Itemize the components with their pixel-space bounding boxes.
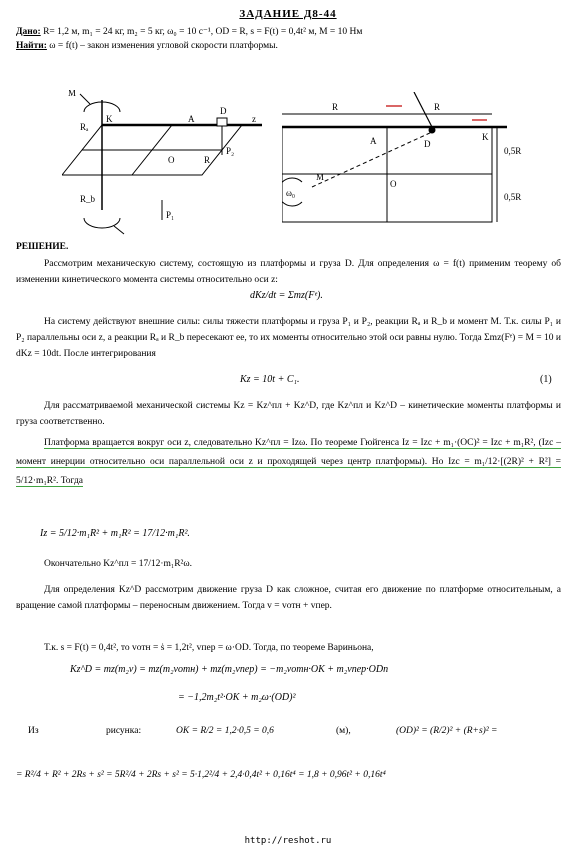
given-line [16, 26, 362, 37]
top-label-d: D [424, 139, 431, 149]
paragraph-1: Рассмотрим механическую систему, состоящую из платформы и груза D. Для определения ω = f(t) применим теорему об изменении кинетического момента системы относительно оси z: [16, 259, 561, 285]
find-text: ω = f(t) – закон изменения угловой скорости платформы. [49, 41, 278, 51]
find-line [16, 41, 278, 51]
p8-od: (OD)² = (R/2)² + (R+s)² = [396, 726, 498, 736]
fig-label-p2: P₂ [226, 146, 235, 156]
p8-ok: OK = R/2 = 1,2·0,5 = 0,6 [176, 726, 274, 736]
page-title: ЗАДАНИЕ Д8-44 [239, 8, 337, 20]
paragraph-4 [16, 434, 561, 491]
formula-4: Kz^D = mz(m₂v) = mz(m₂vотн) + mz(m₂vпер) = −m₂vотн·OK + m₂vпер·ODn [70, 664, 389, 675]
figure-platform-top-view [282, 92, 562, 227]
paragraph-6: Для определения Kz^D рассмотрим движение груза D как сложное, считая его движение по платформе относительным, а вращение самой платформы – переносным движением. Тогда v = vотн + vпер. [16, 585, 561, 611]
formula-5: = −1,2m₂t²·OK + m₂ω·(OD)² [178, 692, 296, 703]
fig-label-o: O [168, 155, 175, 165]
top-label-m: M [316, 172, 325, 182]
paragraph-2: На систему действуют внешние силы: силы тяжести платформы и груза P₁ и P₂, реакции Rₐ и R_b и момент M. Т.к. силы P₁ и P₂ параллельны оси z, а реакции Rₐ и R_b пересекают ее, то их моменты относительно этой оси равны нулю. Тогда Σmz(Fᵉ) = M = 10 и dKz = 10dt. После интегрирования [16, 317, 561, 359]
fig-label-d: D [220, 106, 227, 116]
formula-1: dKz/dt = Σmz(Fᵉ). [250, 290, 323, 301]
p8-word-iz: Из [28, 726, 39, 736]
formula-2-number: (1) [540, 374, 552, 385]
top-label-o: O [390, 179, 397, 189]
load-d [217, 118, 227, 126]
top-label-a: A [370, 136, 377, 146]
fig-label-z: z [252, 114, 256, 124]
top-label-h2: 0,5R [504, 192, 522, 202]
top-label-omega: ω₀ [286, 188, 296, 198]
find-label: Найти: [16, 41, 47, 51]
paragraph-3: Для рассматриваемой механической системы Kz = Kz^пл + Kz^D, где Kz^пл и Kz^D – кинетические моменты платформы и груза соответственно. [16, 401, 561, 427]
fig-label-r: R [204, 155, 211, 165]
formula-2: Kz = 10t + C₁. [240, 374, 300, 385]
point-d [429, 127, 435, 133]
p8-word-risunka: рисунка: [106, 726, 142, 736]
given-label: Дано: [16, 27, 41, 37]
paragraph-7: Т.к. s = F(t) = 0,4t², то vотн = ṡ = 1,2t², vпер = ω·OD. Тогда, по теореме Вариньона, [44, 643, 374, 653]
top-label-r2: R [434, 102, 441, 112]
fig-label-a: A [188, 114, 195, 124]
top-label-r1: R [332, 102, 339, 112]
paragraph-4-text: Платформа вращается вокруг оси z, следовательно Kz^пл = Izω. По теореме Гюйгенса Iz = Izc + m₁·(OC)² = Izc + m₁R², (Izc – момент инерции относительно оси параллельной оси z и проходящей через центр платформы). Но Izc = m₁/12·[(2R)² + R²] = 5/12·m₁R². Тогда [16, 438, 561, 486]
footer-url[interactable]: http://reshot.ru [244, 836, 332, 846]
fig-label-ra: Rₐ [80, 122, 89, 132]
fig-label-rb: R_b [80, 194, 96, 204]
formula-6: = R²/4 + R² + 2Rs + s² = 5R²/4 + 2Rs + s² = 5·1,2²/4 + 2,4·0,4t² + 0,16t⁴ = 1,8 + 0,96t² + 0,16t⁴ [16, 770, 386, 780]
top-label-h1: 0,5R [504, 146, 522, 156]
fig-label-m: M [68, 90, 77, 98]
fig-label-k: K [106, 114, 113, 124]
solution-label: РЕШЕНИЕ. [16, 242, 69, 252]
top-label-k: K [482, 132, 489, 142]
figure-platform-isometric [62, 90, 272, 235]
velocity-arrow [414, 92, 432, 127]
fig-label-p1: P₁ [166, 210, 175, 220]
paragraph-5: Окончательно Kz^пл = 17/12·m₁R²ω. [44, 559, 193, 569]
p8-units: (м), [336, 726, 351, 736]
given-text: R= 1,2 м, m₁ = 24 кг, m₂ = 5 кг, ω₀ = 10 с⁻¹, OD = R, s = F(t) = 0,4t² м, M = 10 Нм [43, 27, 363, 37]
formula-3: Iz = 5/12·m₁R² + m₁R² = 17/12·m₁R². [40, 528, 190, 539]
